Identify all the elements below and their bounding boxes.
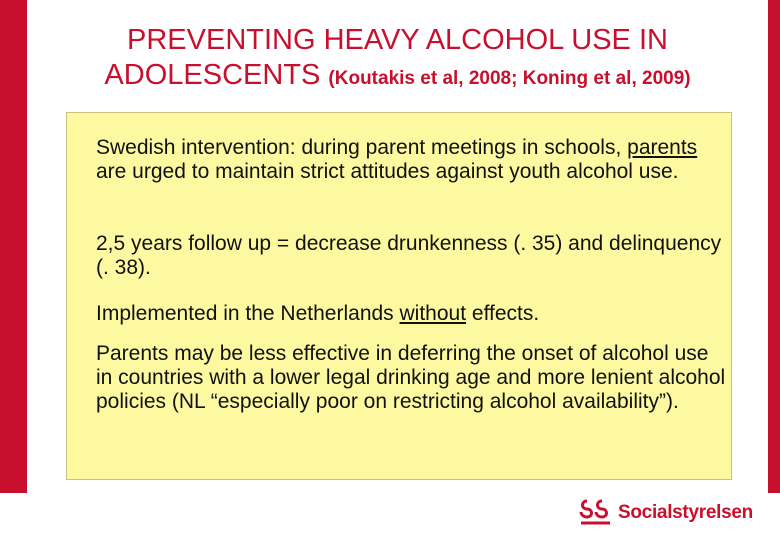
socialstyrelsen-logo — [578, 497, 753, 529]
logo-text: Socialstyrelsen — [618, 502, 753, 523]
title-line-1: PREVENTING HEAVY ALCOHOL USE IN — [127, 24, 668, 56]
p3-text-before: Implemented in the Netherlands — [96, 302, 400, 325]
p1-text-after: are urged to maintain strict attitudes against youth alcohol use. — [96, 160, 679, 183]
paragraph-follow-up: 2,5 years follow up = decrease drunkenness (. 35) and delinquency (. 38). — [96, 232, 722, 279]
p3-underlined-word: without — [399, 302, 467, 325]
title-citation: (Koutakis et al, 2008; Koning et al, 2009) — [328, 68, 691, 89]
p1-text-before: Swedish intervention: during parent meetings in schools, — [96, 136, 628, 159]
paragraph-swedish-intervention — [96, 136, 726, 184]
socialstyrelsen-emblem-icon — [578, 497, 614, 529]
right-accent-bar — [768, 0, 780, 493]
title-line-2 — [40, 57, 755, 97]
paragraph-parents-effectiveness: Parents may be less effective in deferring the onset of alcohol use in countries with a lower legal drinking age and more lenient alcohol policies (NL “especially poor on restricting alcohol availability”). — [96, 342, 726, 413]
p3-text-after: effects. — [466, 302, 540, 325]
left-accent-bar — [0, 0, 27, 493]
p1-underlined-word: parents — [627, 136, 698, 159]
slide-title — [40, 24, 755, 97]
title-main-word: ADOLESCENTS — [104, 59, 321, 91]
paragraph-netherlands — [96, 302, 726, 326]
